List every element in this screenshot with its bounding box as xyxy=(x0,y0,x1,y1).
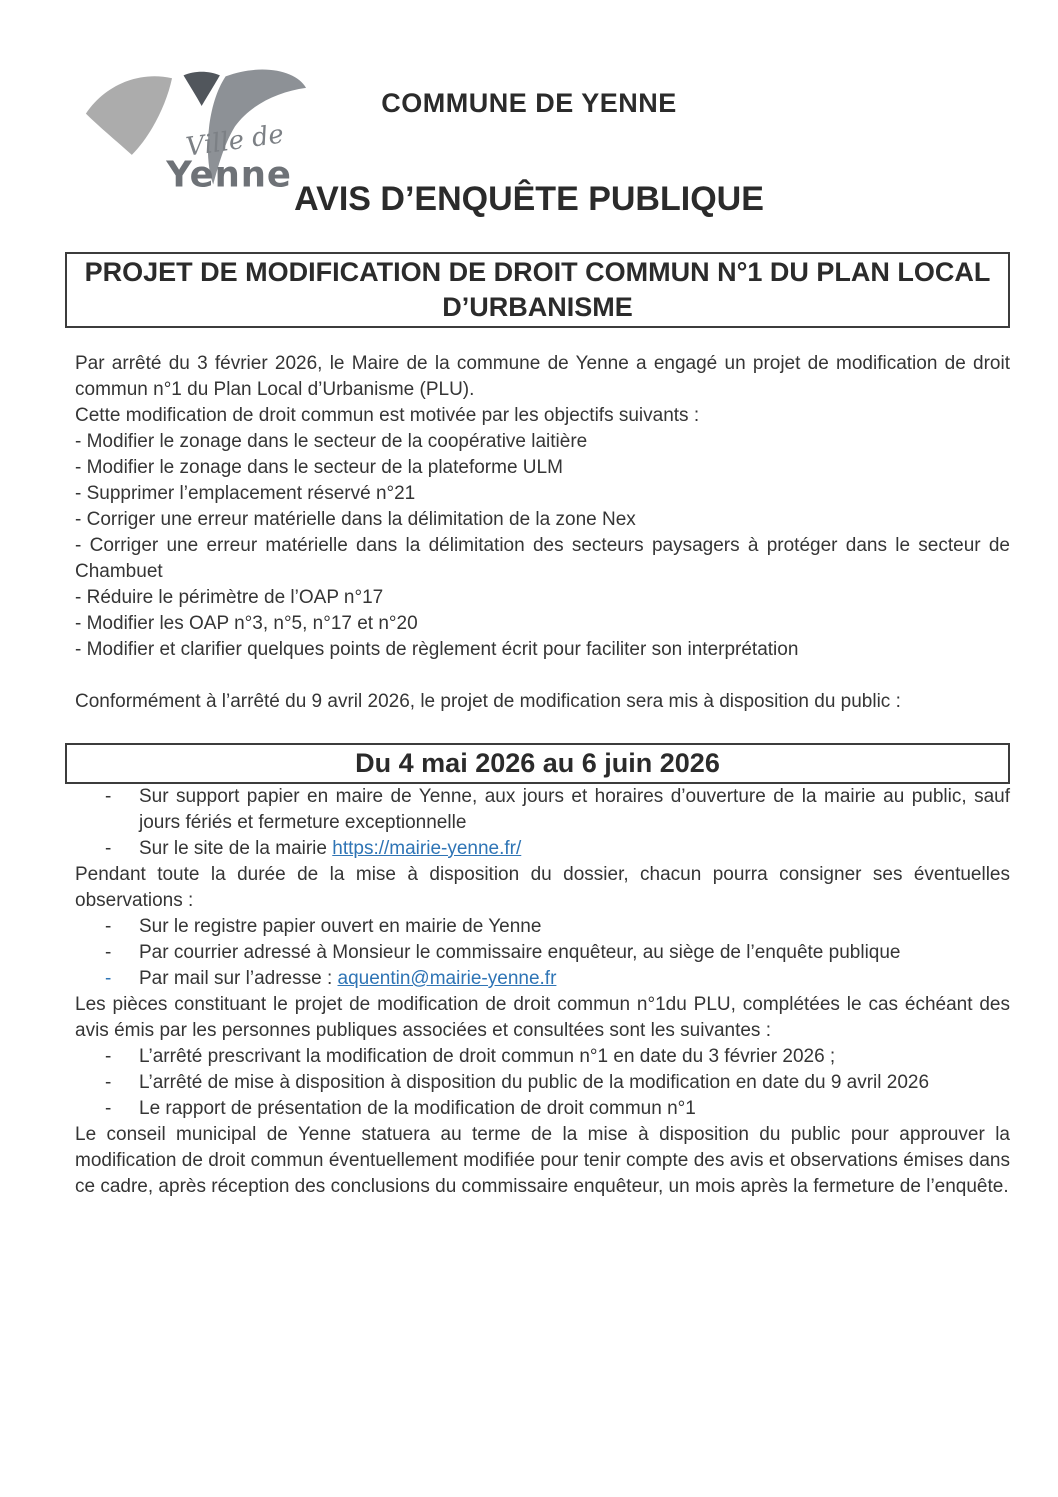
subject-title: PROJET DE MODIFICATION DE DROIT COMMUN N°1 DU PLAN LOCAL D’URBANISME xyxy=(84,257,991,322)
list-item xyxy=(65,940,1010,966)
list-item xyxy=(65,836,1010,862)
mail-link[interactable]: aquentin@mairie-yenne.fr xyxy=(337,968,557,989)
list-text: Sur support papier en maire de Yenne, aux jours et horaires d’ouverture de la mairie au public, sauf jours fériés et fermeture exceptionnelle xyxy=(139,786,1010,833)
intro-paragraph: Par arrêté du 3 février 2026, le Maire de la commune de Yenne a engagé un projet de modification de droit commun n°1 du Plan Local d’Urbanisme (PLU). xyxy=(75,353,1010,400)
ville-de-yenne-logo xyxy=(80,62,310,196)
logo-script-text: Ville de xyxy=(184,119,286,163)
list-item xyxy=(65,1096,1010,1122)
page-title: AVIS D’ENQUÊTE PUBLIQUE xyxy=(294,180,764,218)
list-text: L’arrêté de mise à disposition à disposition du public de la modification en date du 9 avril 2026 xyxy=(139,1072,930,1093)
list-text: Sur le registre papier ouvert en mairie de Yenne xyxy=(139,916,542,937)
logo-name-text: Yenne xyxy=(166,154,292,196)
list-marker: - xyxy=(105,916,112,937)
pieces-intro-paragraph: Les pièces constituant le projet de modification de droit commun n°1du PLU, complétées le cas échéant des avis émis par les personnes publiques associées et consultées sont les suivantes : xyxy=(75,994,1010,1041)
list-text xyxy=(139,836,1010,862)
objective-item: - Corriger une erreur matérielle dans la délimitation de la zone Nex xyxy=(75,509,636,530)
date-box xyxy=(65,743,1010,784)
list-text: Le rapport de présentation de la modification de droit commun n°1 xyxy=(139,1098,696,1119)
observations-list xyxy=(65,914,1010,992)
list-text: L’arrêté prescrivant la modification de droit commun n°1 en date du 3 février 2026 ; xyxy=(139,1046,836,1067)
list-text: Par courrier adressé à Monsieur le commissaire enquêteur, au siège de l’enquête publique xyxy=(139,942,901,963)
list-item xyxy=(65,1070,1010,1096)
list-marker: - xyxy=(105,1098,112,1119)
list-item xyxy=(65,784,1010,836)
date-range: Du 4 mai 2026 au 6 juin 2026 xyxy=(355,748,720,778)
document-body xyxy=(65,351,1010,1200)
list-marker: - xyxy=(105,968,112,989)
list-item xyxy=(65,966,1010,992)
mairie-website-link[interactable]: https://mairie-yenne.fr/ xyxy=(332,838,522,859)
objective-item: - Modifier le zonage dans le secteur de la coopérative laitière xyxy=(75,431,588,452)
subject-box xyxy=(65,252,1010,328)
objective-item: - Supprimer l’emplacement réservé n°21 xyxy=(75,483,416,504)
list-text xyxy=(139,966,1010,992)
list-text-prefix: Par mail sur l’adresse : xyxy=(139,968,338,989)
conformement-paragraph: Conformément à l’arrêté du 9 avril 2026, le projet de modification sera mis à disposition du public : xyxy=(75,691,901,712)
objective-item: - Modifier les OAP n°3, n°5, n°17 et n°20 xyxy=(75,613,418,634)
objective-item: - Réduire le périmètre de l’OAP n°17 xyxy=(75,587,384,608)
objectives-intro-paragraph: Cette modification de droit commun est motivée par les objectifs suivants : xyxy=(75,405,700,426)
list-marker: - xyxy=(105,942,112,963)
list-item xyxy=(65,1044,1010,1070)
objective-item: - Modifier le zonage dans le secteur de la plateforme ULM xyxy=(75,457,563,478)
list-text-prefix: Sur le site de la mairie xyxy=(139,838,333,859)
list-marker: - xyxy=(105,786,112,807)
list-marker: - xyxy=(105,1046,112,1067)
commune-name: COMMUNE DE YENNE xyxy=(381,88,677,118)
list-marker: - xyxy=(105,1072,112,1093)
list-marker: - xyxy=(105,838,112,859)
conclusion-paragraph: Le conseil municipal de Yenne statuera au terme de la mise à disposition du public pour approuver la modification de droit commun éventuellement modifiée pour tenir compte des avis et observations émises dans ce cadre, après réception des conclusions du commissaire enquêteur, un mois après la fermeture de l’enquête. xyxy=(75,1124,1010,1197)
objective-item: - Modifier et clarifier quelques points de règlement écrit pour faciliter son interprétation xyxy=(75,639,799,660)
objectives-list xyxy=(65,429,1010,663)
list-item xyxy=(65,914,1010,940)
logo-bird-icon xyxy=(80,62,310,196)
objective-item: - Corriger une erreur matérielle dans la délimitation des secteurs paysagers à protéger dans le secteur de Chambuet xyxy=(75,535,1010,582)
pendant-paragraph: Pendant toute la durée de la mise à disposition du dossier, chacun pourra consigner ses éventuelles observations : xyxy=(75,864,1010,911)
access-list xyxy=(65,784,1010,862)
pieces-list xyxy=(65,1044,1010,1122)
